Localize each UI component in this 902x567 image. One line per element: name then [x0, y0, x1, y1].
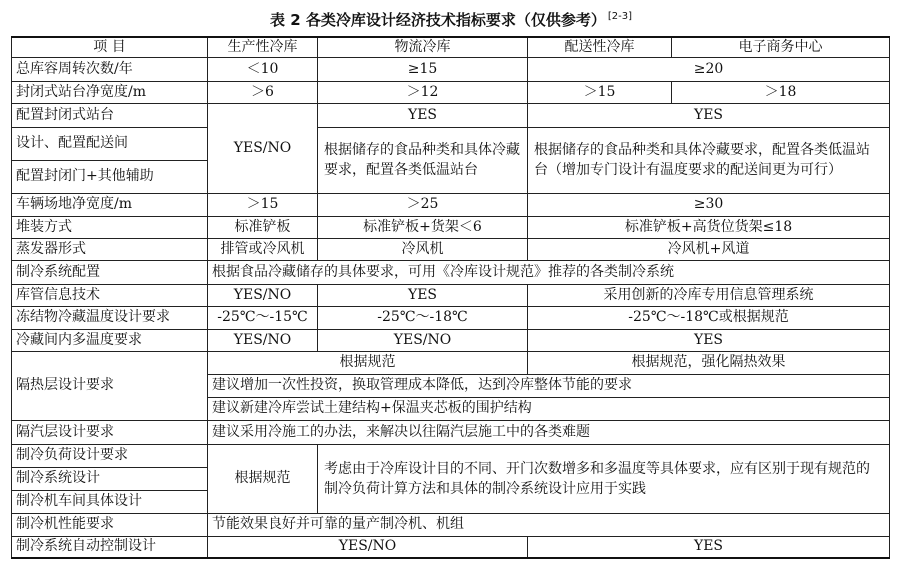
cell-production: YES/NO — [208, 284, 318, 306]
row-label: 隔汽层设计要求 — [12, 420, 208, 444]
row-label: 隔热层设计要求 — [12, 351, 208, 420]
header-production: 生产性冷库 — [208, 37, 318, 57]
row-label: 冷藏间内多温度要求 — [12, 329, 208, 351]
cell-prod-log: 根据规范 — [208, 351, 528, 374]
cell-production: YES/NO — [208, 103, 318, 193]
cell-dist-ecom: YES — [528, 103, 890, 127]
cell-logistics: 标准铲板+货架＜6 — [318, 216, 528, 238]
row-label: 制冷系统配置 — [12, 260, 208, 284]
row-label: 制冷机车间具体设计 — [12, 490, 208, 513]
table-row — [12, 306, 890, 329]
table-row — [12, 513, 890, 536]
row-label: 设计、配置配送间 — [12, 127, 208, 160]
cell-dist-ecom: 采用创新的冷库专用信息管理系统 — [528, 284, 890, 306]
cell-production: 根据规范 — [208, 444, 318, 513]
cell-production: YES/NO — [208, 329, 318, 351]
cell-prod-log: YES/NO — [208, 536, 528, 558]
row-label: 配置封闭式站台 — [12, 103, 208, 127]
cell-all: 节能效果良好并可靠的量产制冷机、机组 — [208, 513, 890, 536]
header-logistics: 物流冷库 — [318, 37, 528, 57]
cell-production: 标准铲板 — [208, 216, 318, 238]
row-label: 冻结物冷藏温度设计要求 — [12, 306, 208, 329]
header-row — [12, 37, 890, 57]
table-caption — [0, 6, 902, 31]
table-row — [12, 351, 890, 374]
table-row — [12, 444, 890, 467]
cell-logistics: 根据储存的食品种类和具体冷藏要求，配置各类低温站台 — [318, 127, 528, 193]
caption-title: 表 2 各类冷库设计经济技术指标要求（仅供参考） — [269, 11, 606, 29]
table-row — [12, 284, 890, 306]
row-label: 库管信息技术 — [12, 284, 208, 306]
cell-dist-ecom: 冷风机+风道 — [528, 238, 890, 260]
cell-logistics: ＞25 — [318, 193, 528, 216]
row-label: 制冷系统设计 — [12, 467, 208, 490]
cell-production: ＞6 — [208, 81, 318, 103]
caption-ref: [2-3] — [607, 11, 633, 22]
cell-all: 建议新建冷库尝试土建结构+保温夹芯板的围护结构 — [208, 397, 890, 420]
cell-distribution: ＞15 — [528, 81, 672, 103]
table-row — [12, 238, 890, 260]
row-label: 总库容周转次数/年 — [12, 57, 208, 81]
table-row — [12, 329, 890, 351]
cell-all: 建议采用冷施工的办法，来解决以往隔汽层施工中的各类难题 — [208, 420, 890, 444]
table-row — [12, 57, 890, 81]
cell-dist-ecom: YES — [528, 536, 890, 558]
cell-production: ＜10 — [208, 57, 318, 81]
table-row — [12, 81, 890, 103]
table-row — [12, 193, 890, 216]
indicator-table — [11, 36, 890, 559]
cell-logistics: ＞12 — [318, 81, 528, 103]
row-label: 堆装方式 — [12, 216, 208, 238]
table-row — [12, 260, 890, 284]
cell-logistics: YES — [318, 103, 528, 127]
row-label: 蒸发器形式 — [12, 238, 208, 260]
table-row — [12, 420, 890, 444]
header-item: 项 目 — [12, 37, 208, 57]
row-label: 配置封闭门+其他辅助 — [12, 160, 208, 193]
cell-all: 根据食品冷藏储存的具体要求，可用《冷库设计规范》推荐的各类制冷系统 — [208, 260, 890, 284]
cell-others: 考虑由于冷库设计目的不同、开门次数增多和多温度等具体要求，应有区别于现有规范的制冷负荷计算方法和具体的制冷系统设计应用于实践 — [318, 444, 890, 513]
row-label: 车辆场地净宽度/m — [12, 193, 208, 216]
cell-ecommerce: ＞18 — [672, 81, 890, 103]
cell-all: 建议增加一次性投资，换取管理成本降低，达到冷库整体节能的要求 — [208, 374, 890, 397]
cell-dist-ecom: 根据储存的食品种类和具体冷藏要求，配置各类低温站台（增加专门设计有温度要求的配送间更为可行） — [528, 127, 890, 193]
cell-logistics: YES — [318, 284, 528, 306]
table-row — [12, 536, 890, 558]
cell-dist-ecom: YES — [528, 329, 890, 351]
row-label: 封闭式站台净宽度/m — [12, 81, 208, 103]
cell-logistics: -25℃～-18℃ — [318, 306, 528, 329]
cell-dist-ecom: 标准铲板+高货位货架≤18 — [528, 216, 890, 238]
row-label: 制冷系统自动控制设计 — [12, 536, 208, 558]
cell-dist-ecom: ≥30 — [528, 193, 890, 216]
header-ecommerce: 电子商务中心 — [672, 37, 890, 57]
cell-production: ＞15 — [208, 193, 318, 216]
table-row — [12, 127, 890, 160]
row-label: 制冷负荷设计要求 — [12, 444, 208, 467]
cell-production: 排管或冷风机 — [208, 238, 318, 260]
cell-dist-ecom: -25℃～-18℃或根据规范 — [528, 306, 890, 329]
header-distribution: 配送性冷库 — [528, 37, 672, 57]
table-row — [12, 103, 890, 127]
cell-logistics: 冷风机 — [318, 238, 528, 260]
cell-dist-ecom: ≥20 — [528, 57, 890, 81]
cell-logistics: YES/NO — [318, 329, 528, 351]
row-label: 制冷机性能要求 — [12, 513, 208, 536]
cell-production: -25℃～-15℃ — [208, 306, 318, 329]
table-row — [12, 216, 890, 238]
cell-dist-ecom: 根据规范，强化隔热效果 — [528, 351, 890, 374]
cell-logistics: ≥15 — [318, 57, 528, 81]
